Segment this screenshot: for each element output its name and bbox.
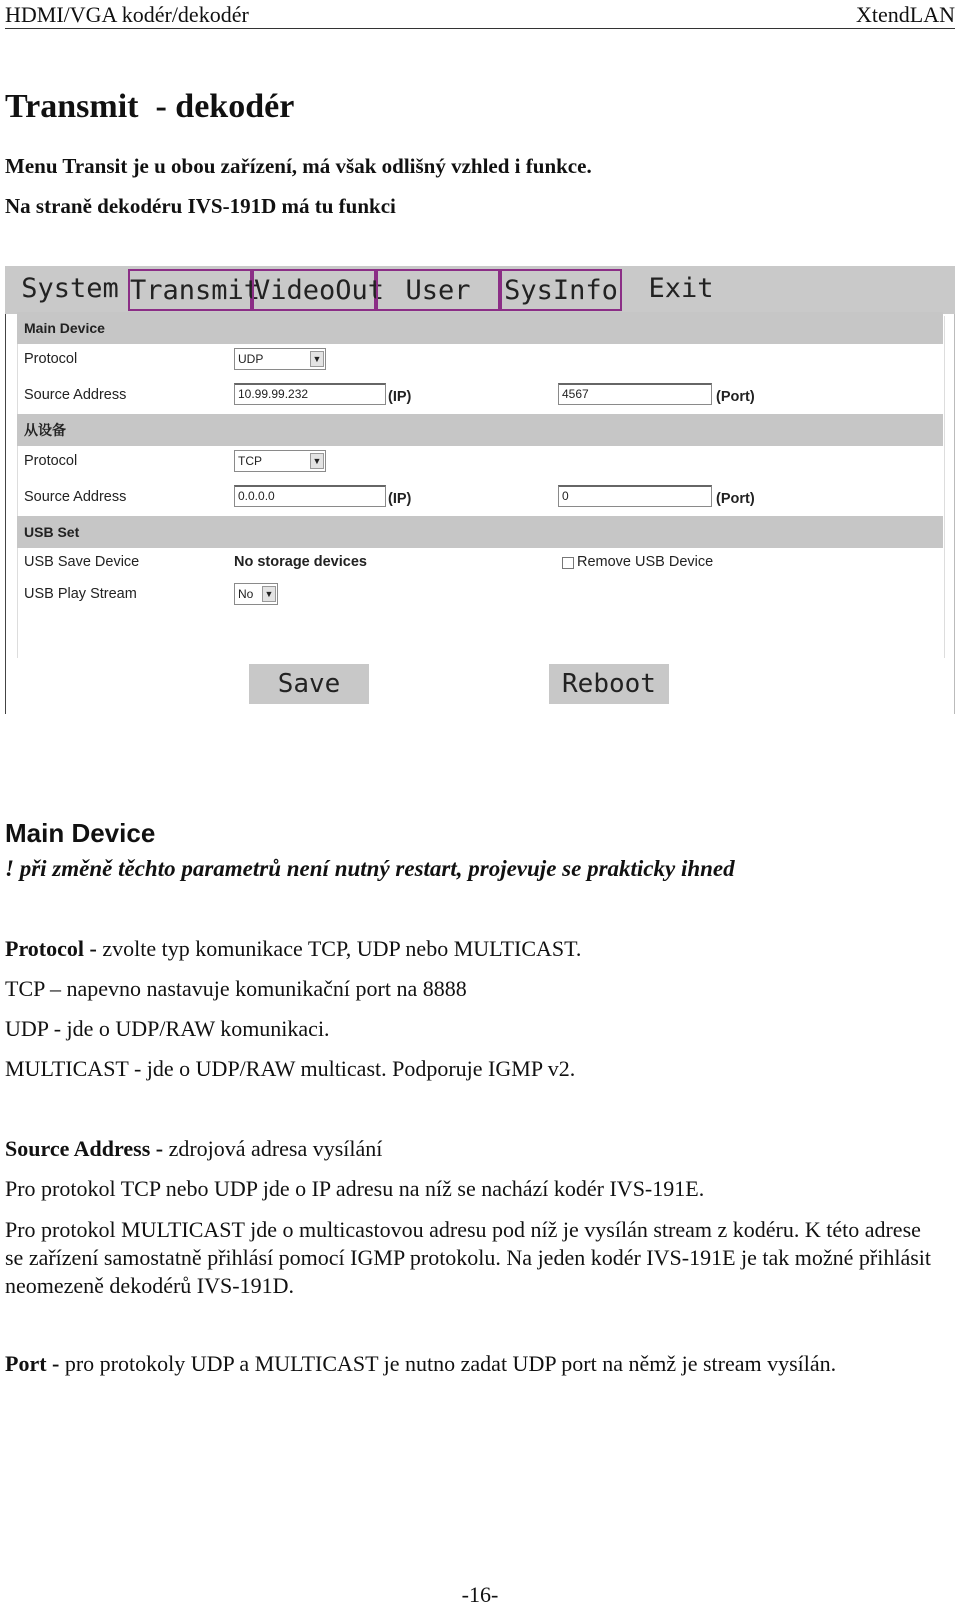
header-right-text: XtendLAN: [856, 2, 955, 27]
transmit-settings-screenshot: [5, 266, 955, 714]
slave-protocol-select[interactable]: [234, 450, 326, 472]
usb-play-value: No: [238, 587, 254, 601]
intro-line-2: Na straně dekodéru IVS-191D má tu funkci: [5, 194, 396, 218]
slave-source-ip-input[interactable]: 0.0.0.0: [234, 485, 386, 507]
protocol-multicast-line: MULTICAST - jde o UDP/RAW multicast. Podporuje IGMP v2.: [5, 1056, 576, 1081]
intro-line-1: Menu Transit je u obou zařízení, má však odlišný vzhled i funkce.: [5, 154, 592, 178]
usb-save-value: No storage devices: [234, 554, 367, 570]
main-source-ip-input[interactable]: 10.99.99.232: [234, 383, 386, 405]
page-number: -16-: [461, 1582, 499, 1607]
tab-sysinfo[interactable]: SysInfo: [500, 269, 622, 311]
remove-usb-label: Remove USB Device: [577, 554, 714, 570]
main-protocol-select[interactable]: [234, 348, 326, 370]
settings-panel: [17, 316, 945, 658]
save-button[interactable]: Save: [249, 664, 369, 704]
chevron-down-icon: ▼: [310, 351, 324, 367]
source-paragraph: [5, 1136, 382, 1162]
main-protocol-value: UDP: [238, 352, 264, 366]
protocol-tcp-line: TCP – napevno nastavuje komunikační port na 8888: [5, 976, 467, 1001]
tab-system[interactable]: System: [21, 273, 119, 304]
slave-source-label: Source Address: [24, 489, 127, 505]
slave-protocol-value: TCP: [238, 454, 262, 468]
slave-port-input[interactable]: 0: [558, 485, 712, 507]
main-port-unit: (Port): [716, 389, 755, 405]
port-desc: pro protokoly UDP a MULTICAST je nutno zadat UDP port na němž je stream vysílán.: [64, 1351, 837, 1376]
tab-exit[interactable]: Exit: [648, 273, 714, 304]
tab-videoout[interactable]: VideoOut: [252, 269, 376, 311]
restart-note: ! při změně těchto parametrů není nutný restart, projevuje se prakticky ihned: [5, 856, 735, 881]
source-desc: zdrojová adresa vysílání: [168, 1136, 383, 1161]
chevron-down-icon: ▼: [262, 586, 276, 602]
protocol-udp-line: UDP - jde o UDP/RAW komunikaci.: [5, 1016, 330, 1041]
page-header: [5, 0, 955, 29]
remove-usb-checkbox[interactable]: [562, 557, 574, 569]
tab-transmit[interactable]: Transmit: [128, 269, 252, 311]
usb-play-label: USB Play Stream: [24, 586, 137, 602]
screenshot-right-border: [954, 314, 955, 714]
slave-device-header: 从设备: [17, 414, 943, 446]
main-port-input[interactable]: 4567: [558, 383, 712, 405]
usb-play-select[interactable]: [234, 583, 278, 605]
main-device-heading: Main Device: [5, 818, 156, 848]
source-line-1: Pro protokol TCP nebo UDP jde o IP adresu na níž se nachází kodér IVS-191E.: [5, 1176, 705, 1201]
usb-save-label: USB Save Device: [24, 554, 140, 570]
port-term: Port -: [5, 1351, 65, 1376]
main-source-label: Source Address: [24, 387, 127, 403]
reboot-button[interactable]: Reboot: [549, 664, 669, 704]
tab-user[interactable]: User: [376, 269, 500, 311]
main-ip-unit: (IP): [388, 389, 412, 405]
slave-port-unit: (Port): [716, 491, 755, 507]
usb-set-header: USB Set: [17, 516, 943, 548]
source-line-2: Pro protokol MULTICAST jde o multicastovou adresu pod níž je vysílán stream z kodéru. K této adrese se zařízení samostatně přihlásí pomocí IGMP protokolu. Na jeden kodér IVS-191E je tak možné přihlásit neomezeně dekodérů IVS-191D.: [5, 1217, 932, 1298]
menu-bar: [5, 266, 955, 314]
header-left-text: HDMI/VGA kodér/dekodér: [5, 2, 249, 27]
page-title: Transmit - dekodér: [5, 88, 295, 125]
main-protocol-label: Protocol: [24, 351, 78, 367]
source-term: Source Address -: [5, 1136, 169, 1161]
protocol-paragraph: [5, 936, 581, 962]
slave-protocol-label: Protocol: [24, 453, 78, 469]
port-paragraph: [5, 1350, 940, 1378]
slave-ip-unit: (IP): [388, 491, 412, 507]
protocol-desc: zvolte typ komunikace TCP, UDP nebo MULTICAST.: [102, 936, 582, 961]
chevron-down-icon: ▼: [310, 453, 324, 469]
screenshot-left-border: [5, 314, 6, 714]
protocol-term: Protocol -: [5, 936, 103, 961]
main-device-header: Main Device: [17, 312, 943, 344]
